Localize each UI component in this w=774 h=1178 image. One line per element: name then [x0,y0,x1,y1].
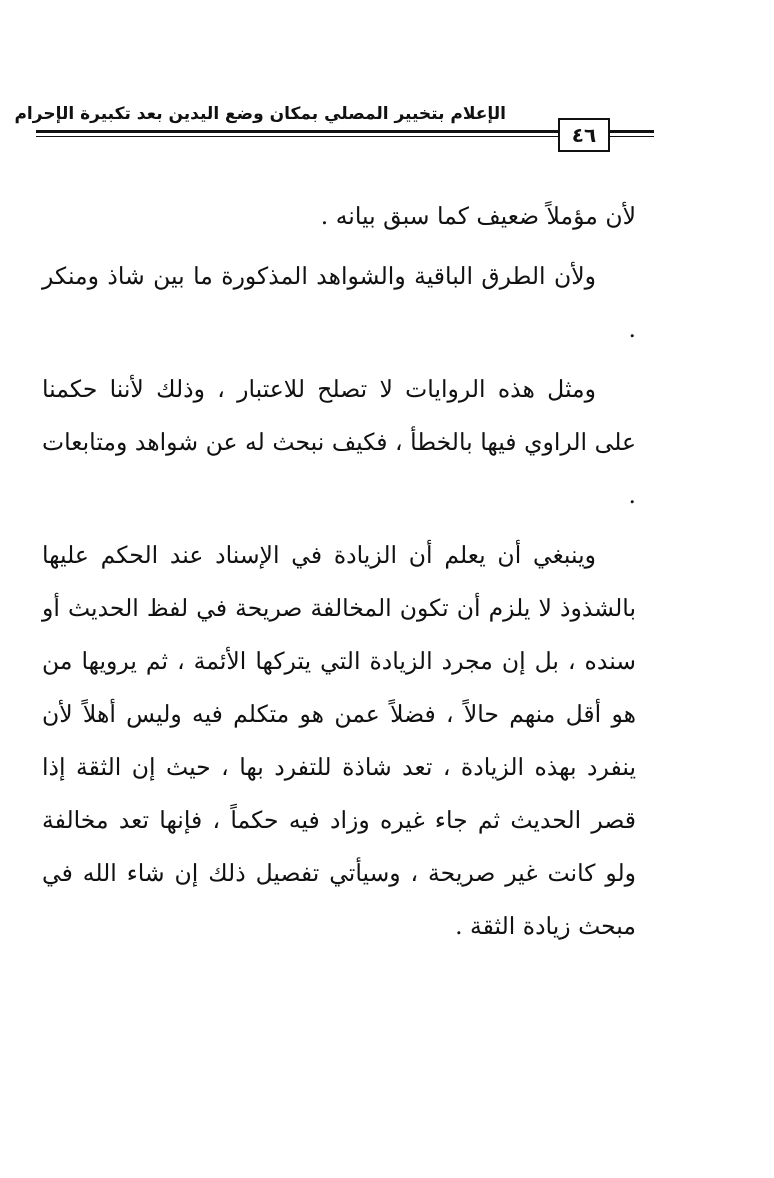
header-rule-top [36,130,558,133]
paragraph: لأن مؤملاً ضعيف كما سبق بيانه . [320,202,636,230]
page-number: ٤٦ [558,118,610,152]
paragraph: ومثل هذه الروايات لا تصلح للاعتبار ، وذلك لأننا حكمنا على الراوي فيها بالخطأ ، فكيف نبحث له عن شواهد ومتابعات . [42,375,636,509]
header-rule-right-bottom [610,136,654,137]
paragraph: ولأن الطرق الباقية والشواهد المذكورة ما بين شاذ ومنكر . [42,262,636,343]
body-text [42,190,636,960]
header-rule-right-top [610,130,654,133]
header-rule-bottom [36,136,558,137]
paragraph: وينبغي أن يعلم أن الزيادة في الإسناد عند الحكم عليها بالشذوذ لا يلزم أن تكون المخالفة صريحة في لفظ الحديث أو سنده ، بل إن مجرد الزيادة التي يتركها الأئمة ، ثم يرويها من هو أقل منهم حالاً ، فضلاً عمن هو متكلم فيه وليس أهلاً لأن ينفرد بهذه الزيادة ، تعد شاذة للتفرد بها ، حيث إن الثقة إذا قصر الحديث ثم جاء غيره وزاد فيه حكماً ، فإنها تعد مخالفة ولو كانت غير صريحة ، وسيأتي تفصيل ذلك إن شاء الله في مبحث زيادة الثقة . [42,541,636,940]
running-title: الإعلام بتخيير المصلي بمكان وضع اليدين بعد تكبيرة الإحرام [14,104,506,124]
page-header [14,98,734,160]
